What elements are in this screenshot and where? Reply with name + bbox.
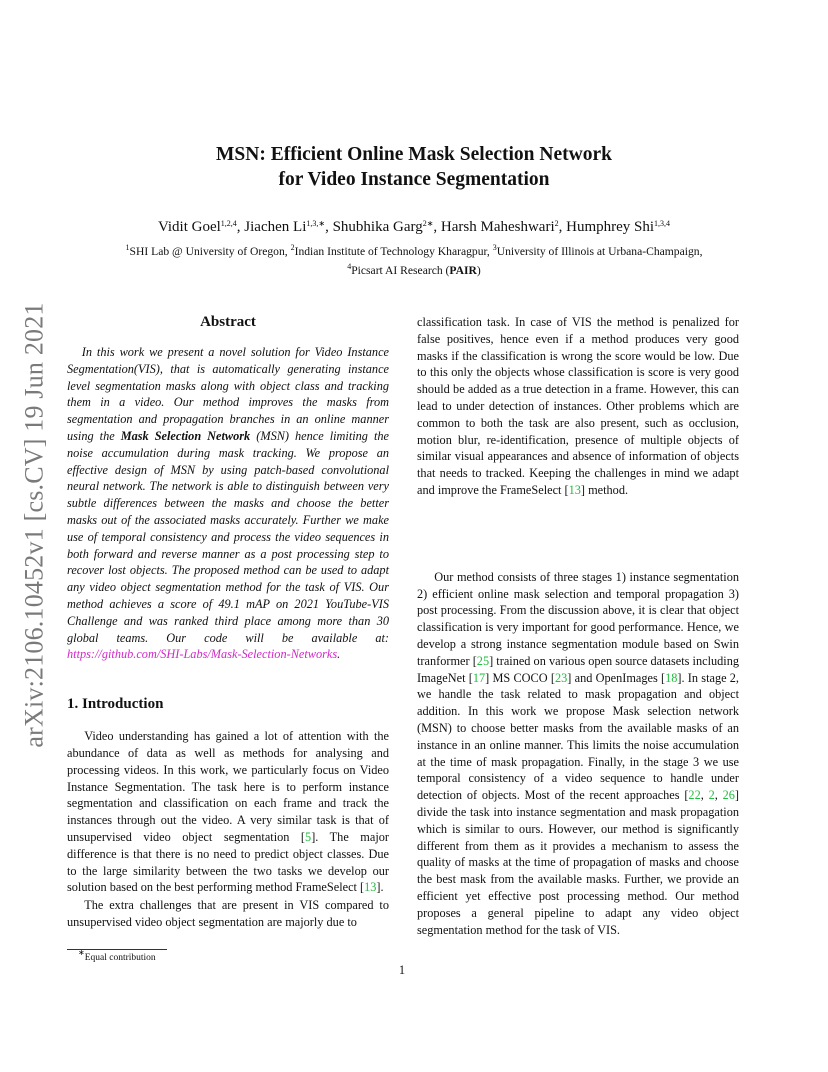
- citation-link[interactable]: 13: [364, 880, 377, 895]
- affiliation-marker: 1: [125, 243, 130, 252]
- paragraph-segment: ].: [376, 880, 384, 895]
- author-separator: ,: [325, 219, 333, 235]
- affiliation-line-2: [0, 261, 828, 280]
- affiliation-acronym: PAIR: [449, 264, 477, 277]
- page-number: 1: [398, 963, 406, 977]
- paragraph-segment: classification task. In case of VIS the method is penalized for false positives, hence even if a method produces very good masks if the classification is wrong the score would be low. Due to this only the objects whose classification is score is very good should be added as a true detection in a frame. However, this can lead to under detection of instances. Other problems which are common to both the task are also present, such as occlusion, motion blur, re-identification, presence of multiple objects of similar visual appearances and absence of information of objects that needs to tracked. Keeping the challenges in mind we adapt and improve the FrameSelect [: [417, 315, 739, 497]
- paragraph-segment: Our method consists of three stages 1) instance segmentation 2) efficient online mask selection and temporal propagation 3) post processing. From the discussion above, it is clear that object classification is very important for good performance. Hence, we develop a strong instance segmentation module based on Swin tranformer [: [417, 569, 739, 668]
- abstract-emphasis: Mask Selection Network: [120, 428, 251, 443]
- intro-paragraph-2: The extra challenges that are present in VIS compared to unsupervised video object segmentation are majorly due to: [67, 898, 389, 929]
- footnote-marker: ∗: [78, 948, 85, 957]
- citation-link[interactable]: 23: [554, 670, 568, 685]
- author-name: Vidit Goel: [157, 219, 221, 235]
- citation-link[interactable]: 22: [688, 788, 701, 803]
- author-list: [0, 217, 828, 237]
- title-line-1: MSN: Efficient Online Mask Selection Network: [216, 144, 612, 165]
- affiliation-marker: 2: [290, 243, 295, 252]
- author-separator: ,: [558, 219, 567, 235]
- intro-paragraph-1: [67, 728, 389, 896]
- author-separator: ,: [433, 219, 441, 235]
- citation-link[interactable]: 13: [568, 482, 581, 497]
- affiliation-text: SHI Lab @ University of Oregon,: [129, 245, 291, 258]
- paragraph-segment: ] trained on various open source datasets including ImageNet [: [417, 653, 740, 685]
- paragraph-segment: ] method.: [580, 482, 629, 497]
- author-affiliation-marker: 1,3,∗: [306, 219, 326, 228]
- paragraph-segment: ,: [700, 788, 709, 803]
- affiliations: [0, 242, 828, 280]
- citation-link[interactable]: 18: [665, 670, 678, 685]
- paragraph-segment: Video understanding has gained a lot of attention with the abundance of data as well as methods for analysing and processing videos. In this work, we particularly focus on Video Instance Segmentation. The task here is to perform instance segmentation and classification on each frame and track the instances through out the video. A very similar task is that of unsupervised video object segmentation [: [67, 729, 389, 844]
- paragraph-segment: ] divide the task into instance segmentation and mask propagation which is similar to ours. However, our method is significantly different from them as it provides a mechanism to assess the quality of masks at the time of propagation of masks and choose the best mask from the available masks. Further, we provide an efficient yet effective post processing method. Our method proposes a general pipeline to adapt any video object segmentation method for the task of VIS.: [417, 788, 739, 937]
- citation-link[interactable]: 5: [305, 829, 312, 844]
- footnote-text: Equal contribution: [84, 953, 156, 963]
- author-affiliation-marker: 2∗: [422, 219, 434, 228]
- abstract-heading: Abstract: [200, 314, 256, 330]
- author-name: Jiachen Li: [244, 219, 307, 235]
- affiliation-text: Picsart AI Research (: [351, 264, 450, 277]
- right-paragraph-2: [417, 569, 739, 939]
- right-paragraph-1: [417, 314, 739, 499]
- affiliation-line-1: [0, 242, 828, 261]
- citation-link[interactable]: 25: [476, 653, 490, 668]
- abstract-text: [67, 344, 389, 663]
- abstract-segment: .: [337, 647, 341, 662]
- abstract-segment: In this work we present a novel solution for Video Instance Segmentation(VIS), that is automatically generating instance level segmentation masks along with object class and tracking them in a video. Our method improves the masks from segmentation and propagation branches in an online manner using the: [67, 345, 389, 443]
- arxiv-id-text: arXiv:2106.10452v1 [cs.CV] 19 Jun 2021: [20, 302, 50, 748]
- paper-title: [0, 142, 828, 192]
- paragraph-segment: ] and OpenImages [: [567, 670, 666, 685]
- paragraph-segment: ,: [714, 788, 723, 803]
- abstract-segment: (MSN) hence limiting the noise accumulation during mask tracking. We propose an effective design of MSN by using patch-based convolutional neural network. The network is able to distinguish between very subtle differences between the masks and choose the better masks out of the associated masks accurately. Further we make use of temporal consistency and process the video sequences in both forward and reverse manner as a post processing step to recover lost objects. The proposed method can be used to adapt any video object segmentation method for the task of VIS. Our method achieves a score of 49.1 mAP on 2021 YouTube-VIS Challenge and was ranked third place among more than 30 global teams. Our code will be available at:: [67, 428, 389, 645]
- author-affiliation-marker: 2: [554, 219, 559, 228]
- citation-link[interactable]: 26: [722, 788, 735, 803]
- affiliation-text: Indian Institute of Technology Kharagpur,: [294, 245, 493, 258]
- paragraph-segment: ]. The major difference is that there is no need to predict object classes. Due to the large similarity between the two tasks we develop our solution based on the best performing method FrameSelect [: [67, 829, 389, 895]
- citation-link[interactable]: 2: [708, 788, 715, 803]
- left-column: [67, 312, 389, 931]
- author-name: Humphrey Shi: [566, 219, 655, 235]
- title-line-2: for Video Instance Segmentation: [278, 169, 550, 190]
- author-affiliation-marker: 1,2,4: [220, 219, 237, 228]
- right-column: [417, 314, 739, 938]
- author-affiliation-marker: 1,3,4: [654, 219, 671, 228]
- paragraph-segment: ] MS COCO [: [485, 670, 555, 685]
- paragraph-segment: ]. In stage 2, we handle the task related to mask propagation and object addition. In this work we propose Mask selection network (MSN) to choose better masks from the available masks of an instance in an online manner. This limits the noise accumulation at the time of mask propagation. Finally, in the stage 3 we use temporal consistency of a video sequence to handle under detection of objects. Most of the recent approaches [: [417, 670, 740, 803]
- section-heading-introduction: 1. Introduction: [67, 696, 164, 713]
- author-name: Shubhika Garg: [332, 219, 423, 235]
- affiliation-text: ): [476, 264, 481, 277]
- affiliation-text: University of Illinois at Urbana-Champaign,: [496, 245, 703, 258]
- arxiv-side-identifier: [6, 290, 64, 760]
- author-name: Harsh Maheshwari: [440, 219, 555, 235]
- citation-link[interactable]: 17: [472, 670, 486, 685]
- code-repository-link[interactable]: https://github.com/SHI-Labs/Mask-Selection-Networks: [67, 647, 338, 662]
- affiliation-marker: 3: [492, 243, 497, 252]
- affiliation-marker: 4: [347, 262, 352, 271]
- author-separator: ,: [236, 219, 245, 235]
